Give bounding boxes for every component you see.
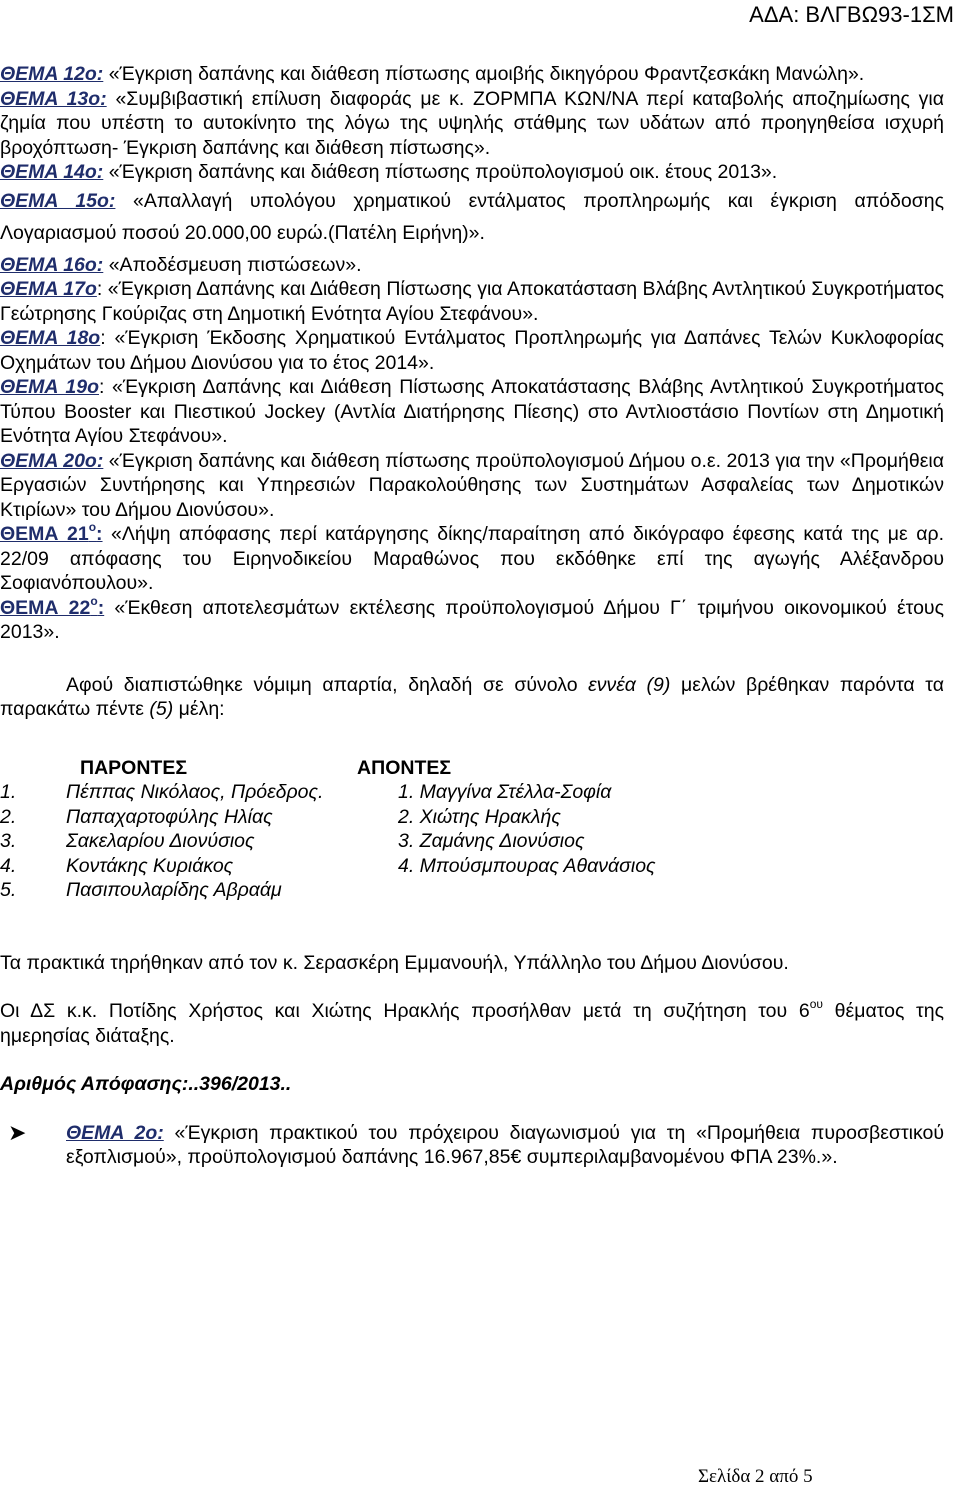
topic-19 bbox=[0, 375, 944, 449]
topic-18 bbox=[0, 326, 944, 375]
topic-text: «Συμβιβαστική επίλυση διαφοράς με κ. ΖΟΡΜΠΑ ΚΩΝ/ΝΑ περί καταβολής αποζημίωσης για ζημία που υπέστη το αυτοκίνητο της λόγω της υψηλής στάθμης των υδάτων από προηγηθείσα ισχυρή βροχόπτωση- Έγκριση δαπάνης και διάθεση πίστωσης». bbox=[0, 87, 944, 159]
topic-14 bbox=[0, 160, 944, 185]
topic-text: «Έγκριση πρακτικού του πρόχειρου διαγωνισμού για τη «Προμήθεια πυροσβεστικού εξοπλισμού», προϋπολογισμού δαπάνης 16.967,85€ συμπεριλαμβανομένου ΦΠΑ 23%.». bbox=[66, 1121, 944, 1168]
attendance-row: 1. Πέππας Νικόλαος, Πρόεδρος. 1. Μαγγίνα Στέλλα-Σοφία bbox=[0, 780, 944, 805]
topic-12 bbox=[0, 62, 944, 87]
absent-member bbox=[398, 878, 944, 903]
absent-member: 4. Μπούσμπουρας Αθανάσιος bbox=[398, 854, 656, 877]
topic-16 bbox=[0, 253, 944, 278]
topic-label: ΘΕΜΑ 13ο: bbox=[0, 87, 107, 110]
document-body bbox=[0, 62, 944, 1170]
topic-label: ΘΕΜΑ $22^o$: bbox=[0, 593, 105, 619]
topic-text: «Λήψη απόφασης περί κατάργησης δίκης/παραίτηση από δικόγραφο έφεσης κατά της με αρ. 22/09 απόφασης του Ειρηνοδικείου Μαραθώνος που εκδόθηκε επί της αγωγής Αλέξανδρου Σοφιανόπουλου». bbox=[0, 523, 944, 594]
quorum-total: εννέα (9) bbox=[588, 673, 671, 696]
topic-22 bbox=[0, 593, 944, 645]
topic-text: : «Έγκριση Δαπάνης και Διάθεση Πίστωσης Αποκατάστασης Βλάβης Αντλητικού Συγκροτήματος Τύπου Booster και Πιεστικού Jockey (Αντλία Διατήρησης Πίεσης) στο Αντλιοστάσιο Ποντίων στη Δημοτική Ενότητα Αγίου Στεφάνου». bbox=[0, 376, 944, 447]
topic-text: : «Έγκριση Έκδοσης Χρηματικού Εντάλματος Προπληρωμής για Δαπάνες Τελών Κυκλοφορίας Οχημάτων του Δήμου Διονύσου για το έτος 2014». bbox=[0, 327, 944, 374]
topic-21 bbox=[0, 522, 944, 596]
absent-member: 1. Μαγγίνα Στέλλα-Σοφία bbox=[398, 781, 612, 803]
decision-value: ..396/2013.. bbox=[188, 1073, 292, 1095]
page-number: Σελίδα 2 από 5 bbox=[698, 1466, 813, 1487]
minutes-keeper: Τα πρακτικά τηρήθηκαν από τον κ. Σερασκέρη Εμμανουήλ, Υπάλληλο του Δήμου Διονύσου. bbox=[0, 951, 789, 974]
topic-label: ΘΕΜΑ 17ο bbox=[0, 278, 97, 300]
topic-label: ΘΕΜΑ 12ο: bbox=[0, 63, 104, 85]
topic-text: : «Έγκριση Δαπάνης και Διάθεση Πίστωσης για Αποκατάσταση Βλάβης Αντλητικού Συγκροτήματος Γεώτρησης Γκούριζας στη Δημοτική Ενότητα Αγίου Στεφάνου». bbox=[0, 278, 944, 325]
present-header: ΠΑΡΟΝΤΕΣ bbox=[80, 756, 188, 779]
present-member: Παπαχαρτοφύλης Ηλίας bbox=[66, 805, 273, 828]
attendance-row: 5. Πασιπουλαρίδης Αβραάμ bbox=[0, 878, 944, 903]
present-member: Πασιπουλαρίδης Αβραάμ bbox=[66, 879, 282, 901]
topic-label: ΘΕΜΑ 2ο: bbox=[66, 1121, 164, 1144]
topic-label: ΘΕΜΑ 20ο: bbox=[0, 449, 104, 472]
topic-label: ΘΕΜΑ 18ο bbox=[0, 327, 101, 349]
decision-label: Αριθμός Απόφασης: bbox=[0, 1073, 189, 1095]
topic-label: ΘΕΜΑ 15ο: bbox=[0, 189, 116, 212]
topic-text: «Έγκριση δαπάνης και διάθεση πίστωσης αμοιβής δικηγόρου Φραντζεσκάκη Μανώλη». bbox=[103, 63, 865, 85]
present-member: Σακελαρίου Διονύσιος bbox=[66, 830, 255, 852]
topic-label: ΘΕΜΑ 14ο: bbox=[0, 161, 104, 183]
topic-20 bbox=[0, 449, 944, 523]
topic-text: «Έγκριση δαπάνης και διάθεση πίστωσης προϋπολογισμού Δήμου ο.ε. 2013 για την «Προμήθεια Εργασιών Συντήρησης και Υπηρεσιών Παρακολούθησης των Συστημάτων Ασφαλείας των Δημοτικών Κτιρίων» του Δήμου Διονύσου». bbox=[0, 449, 944, 521]
decision-number bbox=[0, 1072, 944, 1097]
absent-header: ΑΠΟΝΤΕΣ bbox=[357, 756, 452, 779]
ada-header: ΑΔΑ: ΒΛΓΒΩ93-1ΣΜ bbox=[749, 2, 954, 27]
topic-15 bbox=[0, 185, 944, 249]
absent-member: 3. Ζαμάνης Διονύσιος bbox=[398, 830, 585, 852]
attendance-row: 3. Σακελαρίου Διονύσιος 3. Ζαμάνης Διονύσιος bbox=[0, 829, 944, 854]
topic-text: «Έκθεση αποτελεσμάτων εκτέλεσης προϋπολογισμού Δήμου Γ΄ τριμήνου οικονομικού έτους 2013». bbox=[0, 596, 944, 643]
bullet-topic bbox=[8, 1121, 944, 1170]
arrow-bullet-icon: ➤ bbox=[8, 1119, 27, 1145]
topic-label: ΘΕΜΑ $21^o$: bbox=[0, 520, 103, 545]
absent-member: 2. Χιώτης Ηρακλής bbox=[398, 805, 561, 828]
topic-13 bbox=[0, 87, 944, 161]
present-count: (5) bbox=[149, 698, 174, 720]
topic-17 bbox=[0, 277, 944, 326]
attendance-header-row bbox=[0, 756, 944, 781]
topic-text: «Απαλλαγή υπολόγου χρηματικού εντάλματος προπληρωμής και έγκριση απόδοσης Λογαριασμού ποσού 20.000,00 ευρώ.(Πατέλη Ειρήνη)». bbox=[0, 189, 944, 244]
attendance-row: 4. Κοντάκης Κυριάκος 4. Μπούσμπουρας Αθανάσιος bbox=[0, 854, 944, 879]
present-member: Πέππας Νικόλαος, Πρόεδρος. bbox=[66, 781, 324, 803]
quorum-paragraph: Αφού διαπιστώθηκε νόμιμη απαρτία, δηλαδή σε σύνολο εννέα (9) μελών βρέθηκαν παρόντα τα παρακάτω πέντε (5) μέλη: bbox=[0, 673, 944, 720]
present-member: Κοντάκης Κυριάκος bbox=[66, 854, 234, 877]
attendance-table bbox=[0, 756, 944, 903]
attendance-row: 2. Παπαχαρτοφύλης Ηλίας 2. Χιώτης Ηρακλής bbox=[0, 805, 944, 830]
topic-label: ΘΕΜΑ 16ο: bbox=[0, 253, 104, 276]
arrival-note: Οι ΔΣ κ.κ. Ποτίδης Χρήστος και Χιώτης Ηρακλής προσήλθαν μετά τη συζήτηση του $6^{o\upsilon}$ θέματος της ημερησίας διάταξης. bbox=[0, 997, 945, 1047]
topic-text: «Αποδέσμευση πιστώσεων». bbox=[103, 253, 362, 276]
topic-text: «Έγκριση δαπάνης και διάθεση πίστωσης προϋπολογισμού οικ. έτους 2013». bbox=[103, 161, 778, 183]
topic-label: ΘΕΜΑ 19ο bbox=[0, 376, 99, 398]
